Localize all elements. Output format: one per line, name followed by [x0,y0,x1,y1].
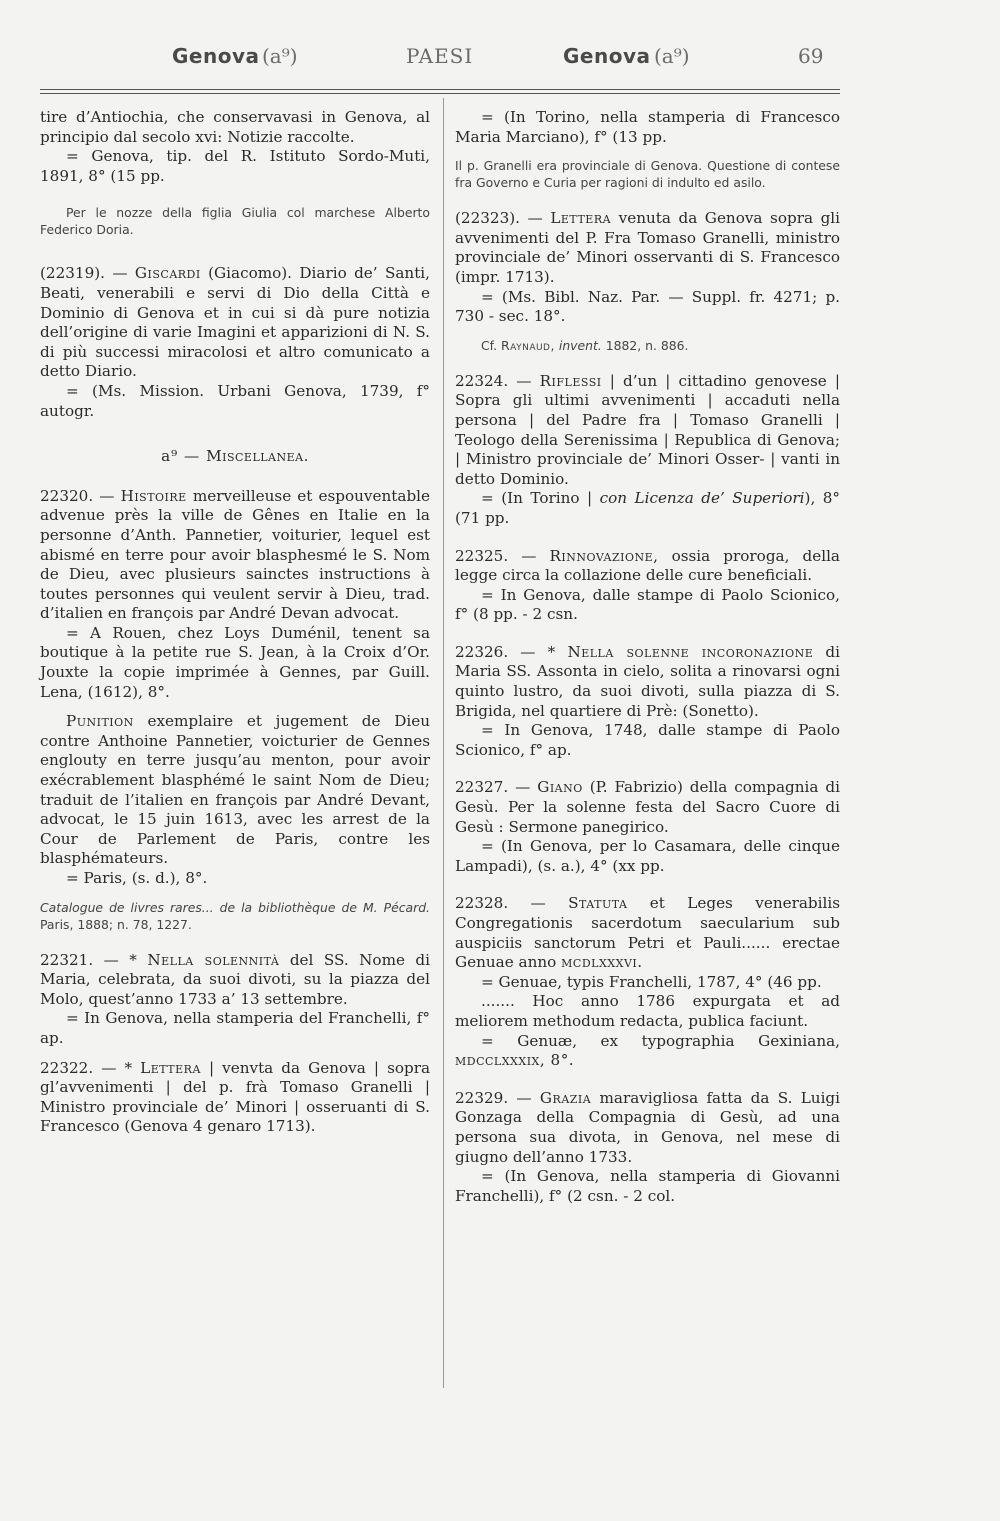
section-label: a⁹ — [161,447,201,466]
entry-title-word: Nella solenne incoronazione [567,642,814,661]
publication-line: = (In Genova, per lo Casamara, delle cinque Lampadi), (s. a.), 4° (xx pp. [455,837,840,875]
right-column [455,108,840,1206]
entry-number: 22321. — * [40,950,137,969]
entry-number: (22323). — [455,209,543,228]
pub-italic: con Licenza de’ Superiori [599,489,805,508]
entry-title-word: Lettera [550,209,612,228]
publication-line: = Genuae, typis Franchelli, 1787, 4° (46 pp. [481,972,822,991]
entry-note: ....... Hoc anno 1786 expurgata et ad meliorem methodum redacta, publica faciunt. [455,992,840,1030]
catalogue-title: Catalogue de livres rares... de la bibliothèque de M. Pécard. [40,899,430,915]
entry-text: exemplaire et jugement de Dieu contre Anthoine Pannetier, voicturier de Gennes englouty en terre jusqu’au menton, pour avoir exécrablement blasphémé le saint Nom de Dieu; traduit de l’italien en françois par André Devant, advocat, le 15 juin 1613, avec les arrest de la Cour de Parlement de Paris, contre les blasphémateurs. [40,712,430,868]
cf-note [455,337,840,354]
publication-line [455,489,840,528]
entry-22320 [40,487,430,624]
entry-22325 [455,547,840,586]
entry-number: 22320. — [40,486,115,505]
cf-title: invent. [558,337,602,353]
entry-year: mcdlxxxvi. [561,953,643,972]
header-center: PAESI [406,44,474,68]
entry-text: maravigliosa fatta da S. Luigi Gonzaga della Compagnia di Gesù, ad una persona sua divota, in Genova, nel mese di giugno dell’anno 1733. [455,1088,841,1166]
header-left-title: Genova [172,44,260,68]
left-column [40,108,430,1137]
entry-title-word: Statuta [568,894,628,913]
entry-text: | d’un | cittadino genovese | Sopra gli ultimi avvenimenti | accaduti nella persona | del Padre fra | Tomaso Granelli | Teologo della Serenissima | Republica di Genova; | Ministro provinciale de’ Minori Osser- | vanti in detto Dominio. [455,371,840,488]
continued-text: tire d’Antiochia, che conservavasi in Genova, al principio dal secolo xvi: Notizie raccolte. [40,108,430,146]
pub-part: = (In Torino | [481,489,593,508]
entry-22322 [40,1059,430,1137]
publication-line: = In Genova, nella stamperia del Franchelli, f° ap. [40,1009,430,1047]
entry-author: Giano [537,778,583,797]
entry-22328 [455,894,840,972]
pub-part: ), 8° (71 pp. [455,489,841,527]
entry-text: venuta da Genova sopra gli avvenimenti del P. Fra Tomaso Granelli, ministro provinciale de’ Minori osservanti di S. Francesco (impr. 1713). [455,209,841,286]
entry-22327 [455,778,840,837]
entry-text: del SS. Nome di Maria, celebrata, da suoi divoti, su la piazza del Molo, quest’anno 1733 a’ 13 settembre. [40,950,431,1008]
note: Per le nozze della figlia Giulia col marchese Alberto Federico Doria. [40,205,430,238]
pub-part: = Genuæ, ex typographia Gexiniana, [481,1031,840,1050]
entry-title-word: Punition [66,712,134,731]
entry-author: Giscardi [134,264,201,283]
entry-text: di Maria SS. Assonta in cielo, solita a rinovarsi ogni quinto lustro, da suoi divoti, sulla piazza di S. Brigida, nel quartiere di Prè: (Sonetto). [455,642,841,720]
entry-text: et Leges venerabilis Congregationis sacerdotum saecularium sub auspiciis sanctorum Petri et Pauli...... erectae Genuae anno [455,894,840,972]
publication-line: = (Ms. Bibl. Naz. Par. — Suppl. fr. 4271; p. 730 - sec. 18°. [455,287,840,326]
entry-number: 22329. — [455,1088,532,1107]
cf-author: Raynaud, [501,337,555,353]
entry-title-word: Riflessi [539,371,602,390]
entry-title-word: Grazia [539,1088,592,1107]
entry-text: | venvta da Genova | sopra gl’avvenimenti | del p. frà Tomaso Granelli | Ministro provinciale de’ Minori | osseruanti di S. Francesco (Genova 4 genaro 1713). [40,1058,431,1136]
header-rule-top [40,89,840,90]
catalogue-ref: Paris, 1888; n. 78, 1227. [40,916,192,932]
note: Il p. Granelli era provinciale di Genova. Questione di contese fra Governo e Curia per ragioni di indulto ed asilo. [455,158,840,191]
column-divider [443,98,444,1388]
publication-line: = In Genova, 1748, dalle stampe di Paolo Scionico, f° ap. [455,721,840,759]
header-left-section: (a⁹) [262,44,298,68]
entry-title-word: Lettera [140,1058,201,1077]
section-heading [40,447,430,467]
catalogue-note [40,899,430,933]
entry-title-word: Nella solennità [147,950,280,969]
punition-entry [40,712,430,869]
section-name: Miscellanea. [206,447,309,466]
running-head [0,44,1000,78]
header-right-section: (a⁹) [654,44,690,68]
publication-line: = (In Torino, nella stamperia di Francesco Maria Marciano), f° (13 pp. [455,108,840,146]
entry-22321 [40,951,430,1010]
entry-22323 [455,209,840,287]
publication-line: = Paris, (s. d.), 8°. [66,869,208,887]
entry-number: 22328. — [455,894,546,913]
entry-22319 [40,264,430,382]
entry-text: ossia proroga, della legge circa la collazione delle cure beneficiali. [455,546,840,585]
entry-text: (P. Fabrizio) della compagnia di Gesù. Per la solenne festa del Sacro Cuore di Gesù : Sermone panegirico. [455,778,840,836]
header-right-title: Genova [563,44,651,68]
header-rule-bottom [40,93,840,94]
entry-number: 22327. — [455,778,531,797]
publication-line: = Genova, tip. del R. Istituto Sordo-Muti, 1891, 8° (15 pp. [40,147,430,185]
entry-22329 [455,1089,840,1167]
publication-line: = (In Genova, nella stamperia di Giovanni Franchelli), f° (2 csn. - 2 col. [455,1167,840,1205]
entry-text: merveilleuse et espouventable advenue près la ville de Gênes en Italie en la personne d’Anth. Pannetier, voiturier, lequel est abismé en terre pour avoir blasphesmé le S. Nom de Dieu, avec plusieurs sainctes instructions à toutes personnes qui veulent servir à Dieu, trad. d’italien en françois par André Devan advocat. [40,486,431,623]
entry-text: (Giacomo). Diario de’ Santi, Beati, venerabili e servi di Dio della Città e Dominio di Genova et in cui si dà pure notizia dell’origine di varie Imagini et apparizioni di N. S. di più successi miracolosi et altro comunicato a detto Diario. [40,264,430,381]
page-number: 69 [798,44,824,68]
entry-number: 22322. — * [40,1058,133,1077]
cf-ref: 1882, n. 886. [605,337,689,353]
publication-line: = In Genova, dalle stampe di Paolo Scionico, f° (8 pp. - 2 csn. [455,585,840,624]
entry-number: (22319). — [40,264,128,283]
entry-title-word: Rinnovazione, [549,546,659,565]
entry-title-word: Histoire [120,486,187,505]
entry-number: 22324. — [455,371,532,390]
publication-line: = A Rouen, chez Loys Duménil, tenent sa boutique à la petite rue S. Jean, à la Croix d’Or. Jouxte la copie imprimée à Gennes, par Guill. Lena, (1612), 8°. [40,623,430,701]
entry-number: 22325. — [455,546,537,565]
entry-22326 [455,643,840,721]
publication-line [455,1032,840,1071]
entry-number: 22326. — * [455,642,556,661]
cf-prefix: Cf. [481,337,498,353]
pub-year: mdcclxxxix, 8°. [455,1051,575,1070]
publication-line: = (Ms. Mission. Urbani Genova, 1739, f° autogr. [40,381,430,420]
entry-22324 [455,372,840,490]
